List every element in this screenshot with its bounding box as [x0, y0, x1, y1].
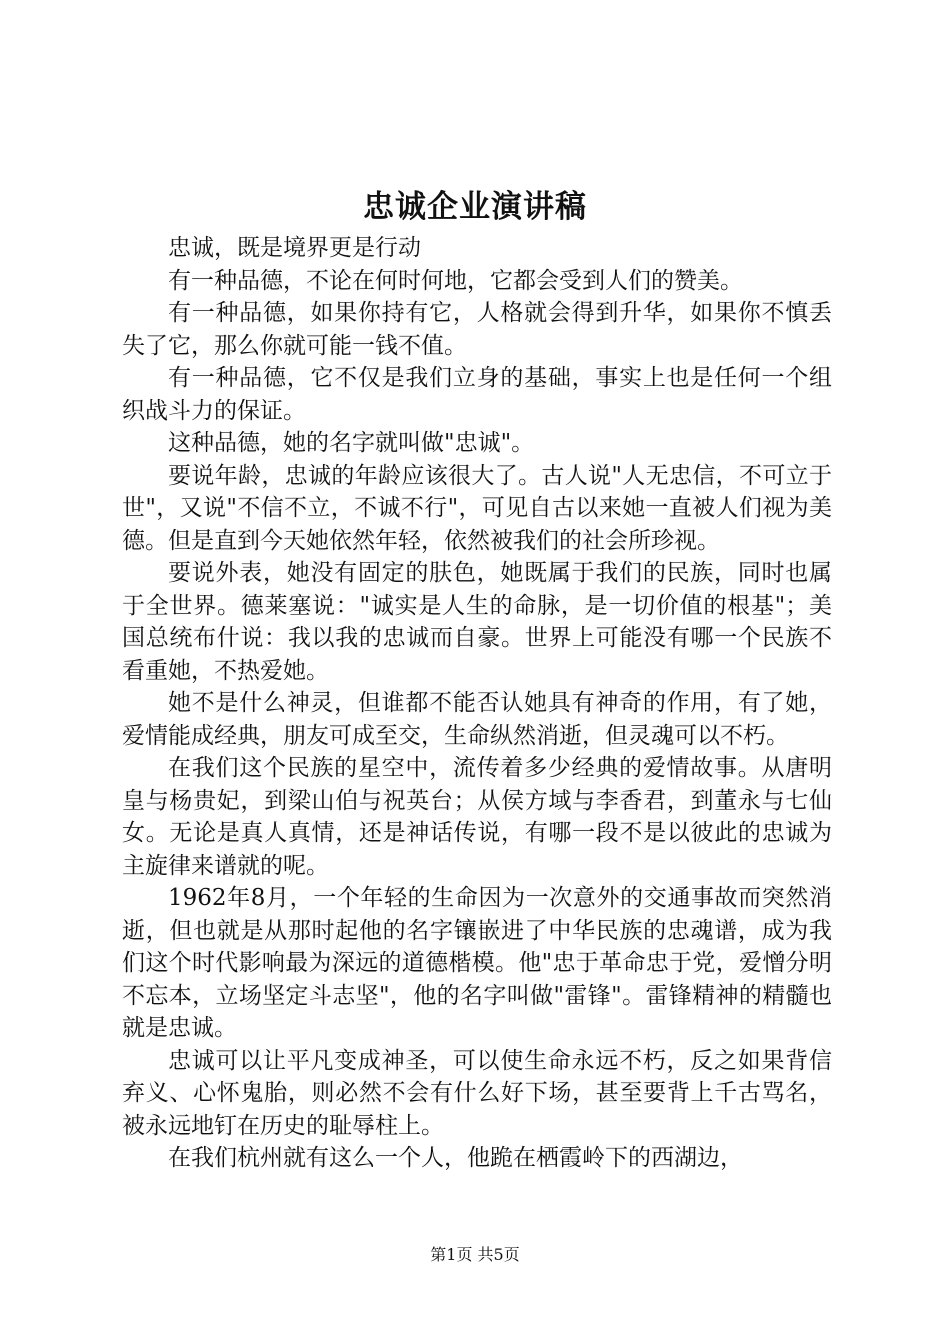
paragraph: 忠诚，既是境界更是行动	[168, 235, 421, 261]
document-body	[122, 232, 832, 1175]
page-number-footer: 第1页 共5页	[430, 1245, 520, 1264]
paragraph: 在我们这个民族的星空中，流传着多少经典的爱情故事。从唐明皇与杨贵妃，到梁山伯与祝英台；从侯方域与李香君，到董永与七仙女。无论是真人真情，还是神话传说，有哪一段不是以彼此的忠诚为主旋律来谱就的呢。	[122, 755, 832, 879]
paragraph: 忠诚可以让平凡变成神圣，可以使生命永远不朽，反之如果背信弃义、心怀鬼胎，则必然不会有什么好下场，甚至要背上千古骂名，被永远地钉在历史的耻辱柱上。	[122, 1047, 832, 1139]
document-title: 忠诚企业演讲稿	[363, 189, 587, 225]
paragraph: 这种品德，她的名字就叫做"忠诚"。	[168, 430, 535, 456]
paragraph: 要说外表，她没有固定的肤色，她既属于我们的民族，同时也属于全世界。德莱塞说："诚实是人生的命脉，是一切价值的根基"；美国总统布什说：我以我的忠诚而自豪。世界上可能没有哪一个民族不看重她，不热爱她。	[122, 560, 832, 684]
paragraph: 有一种品德，不论在何时何地，它都会受到人们的赞美。	[168, 267, 743, 294]
paragraph: 她不是什么神灵，但谁都不能否认她具有神奇的作用，有了她，爱情能成经典，朋友可成至交，生命纵然消逝，但灵魂可以不朽。	[122, 690, 832, 749]
paragraph: 有一种品德，如果你持有它，人格就会得到升华，如果你不慎丢失了它，那么你就可能一钱不值。	[122, 300, 832, 359]
paragraph: 1962年8月，一个年轻的生命因为一次意外的交通事故而突然消逝，但也就是从那时起他的名字镶嵌进了中华民族的忠魂谱，成为我们这个时代影响最为深远的道德楷模。他"忠于革命忠于党，爱憎分明不忘本，立场坚定斗志坚"，他的名字叫做"雷锋"。雷锋精神的精髓也就是忠诚。	[122, 885, 832, 1041]
paragraph: 在我们杭州就有这么一个人，他跪在栖霞岭下的西湖边，	[168, 1145, 743, 1171]
paragraph: 有一种品德，它不仅是我们立身的基础，事实上也是任何一个组织战斗力的保证。	[122, 365, 832, 424]
paragraph: 要说年龄，忠诚的年龄应该很大了。古人说"人无忠信，不可立于世"，又说"不信不立，不诚不行"，可见自古以来她一直被人们视为美德。但是直到今天她依然年轻，依然被我们的社会所珍视。	[122, 462, 832, 554]
